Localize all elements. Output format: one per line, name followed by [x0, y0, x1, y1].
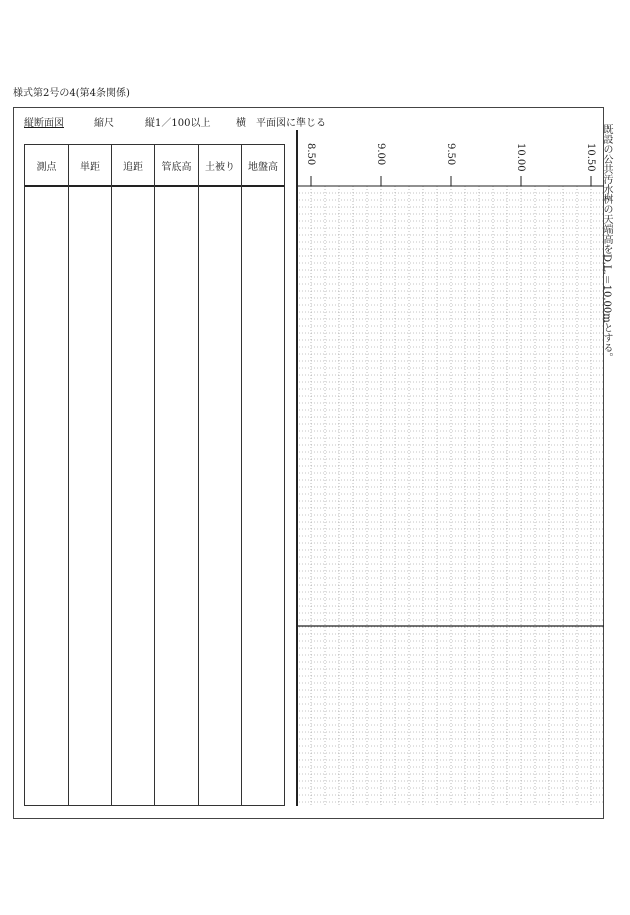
- elevation-tick-label: 10.00: [515, 143, 526, 172]
- elevation-tick-label: 9.50: [445, 143, 456, 166]
- column-header: 単距: [69, 145, 111, 187]
- column-header: 追距: [112, 145, 154, 187]
- elevation-tick-label: 10.50: [585, 143, 596, 172]
- horizontal-scale: 横 平面図に準じる: [236, 118, 326, 129]
- elevation-tick-label: 9.00: [375, 143, 386, 166]
- vertical-scale: 縦1／100以上: [145, 118, 211, 129]
- datum-note: 既設の公共汚水桝の天端高をD.L.＝10.00mとする。: [601, 124, 612, 363]
- graph-grid: [299, 186, 604, 806]
- column-header: 測点: [25, 145, 68, 187]
- elevation-tick-label: 8.50: [305, 143, 316, 166]
- column-header: 地盤高: [242, 145, 284, 187]
- column-header: 土被り: [199, 145, 241, 187]
- elevation-scale: [305, 143, 596, 186]
- column-header: 管底高: [155, 145, 198, 187]
- sheet-title: 縦断面図: [24, 118, 64, 129]
- form-title: 様式第2号の4(第4条関係): [13, 88, 130, 99]
- scale-label: 縮尺: [94, 118, 114, 129]
